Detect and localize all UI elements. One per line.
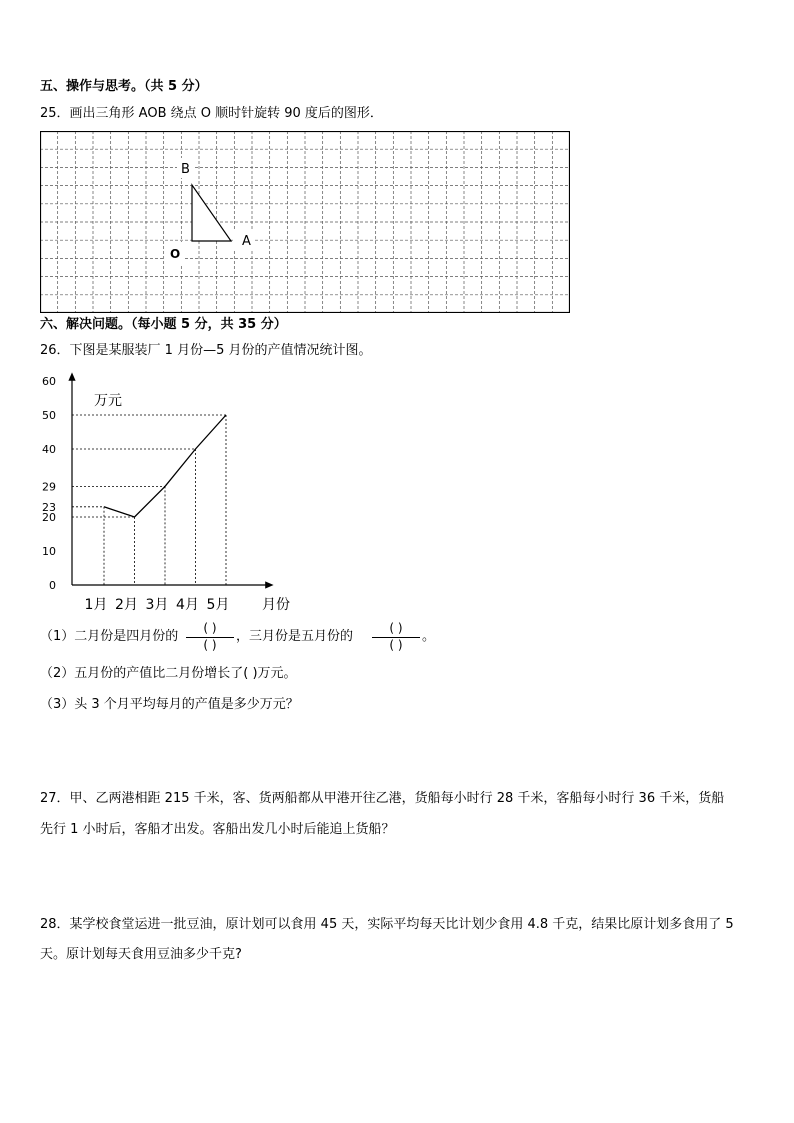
y-tick-label: 29	[42, 480, 56, 494]
y-tick-label: 50	[42, 409, 56, 422]
question-26-1-part-a: （1）二月份是四月份的	[40, 629, 179, 644]
fraction-1-denominator[interactable]: ( )	[203, 638, 217, 652]
y-tick-label: 10	[42, 545, 56, 558]
question-26-3: （3）头 3 个月平均每月的产值是多少万元？	[40, 697, 299, 712]
triangle-aob	[192, 185, 231, 241]
rotation-grid	[40, 131, 570, 313]
question-27-line2: 先行 1 小时后，客船才出发。客船出发几小时后能追上货船？	[40, 822, 395, 837]
section6-heading: 六、解决问题。（每小题 5 分，共 35 分）	[40, 317, 287, 332]
x-tick-label: 3月	[145, 597, 169, 613]
y-tick-label: 20	[42, 511, 56, 524]
x-tick-label: 2月	[115, 597, 138, 613]
y-tick-label: 0	[49, 579, 56, 592]
label-b: B	[181, 162, 190, 177]
x-tick-label: 1月	[84, 597, 108, 613]
fraction-1-numerator[interactable]: ( )	[203, 621, 217, 635]
question-26: 26．下图是某服装厂 1 月份—5 月份的产值情况统计图。	[40, 343, 372, 358]
production-line-chart	[30, 368, 330, 618]
fraction-blank-2[interactable]	[372, 621, 420, 653]
question-26-1-part-b: ，三月份是五月份的	[236, 629, 354, 644]
question-26-2: （2）五月份的产值比二月份增长了( )万元。	[40, 666, 297, 681]
fraction-2-denominator[interactable]: ( )	[389, 638, 403, 652]
section5-heading: 五、操作与思考。（共 5 分）	[40, 79, 208, 94]
y-tick-label: 23	[42, 500, 56, 514]
question-28-line1: 28．某学校食堂运进一批豆油，原计划可以食用 45 天，实际平均每天比计划少食用 4.8 千克，结果比原计划多食用了 5	[40, 917, 734, 932]
x-tick-label: 4月	[176, 597, 199, 613]
fraction-blank-1[interactable]	[186, 621, 234, 653]
series-line	[104, 415, 226, 517]
question-27-line1: 27．甲、乙两港相距 215 千米，客、货两船都从甲港开往乙港，货船每小时行 28 千米，客船每小时行 36 千米，货船	[40, 791, 725, 806]
y-tick-label: 60	[42, 375, 56, 388]
x-axis-label: 月份	[262, 597, 290, 613]
question-26-1-part-c: 。	[422, 629, 436, 644]
question-25: 25．画出三角形 AOB 绕点 O 顺时针旋转 90 度后的图形．	[40, 106, 383, 121]
y-tick-label: 40	[42, 443, 56, 456]
y-axis-label: 万元	[94, 393, 122, 409]
label-o: O	[170, 247, 181, 261]
label-a: A	[242, 234, 251, 249]
question-28-line2: 天。原计划每天食用豆油多少千克?	[40, 947, 242, 962]
fraction-2-numerator[interactable]: ( )	[389, 621, 403, 635]
x-tick-label: 5月	[206, 597, 230, 613]
